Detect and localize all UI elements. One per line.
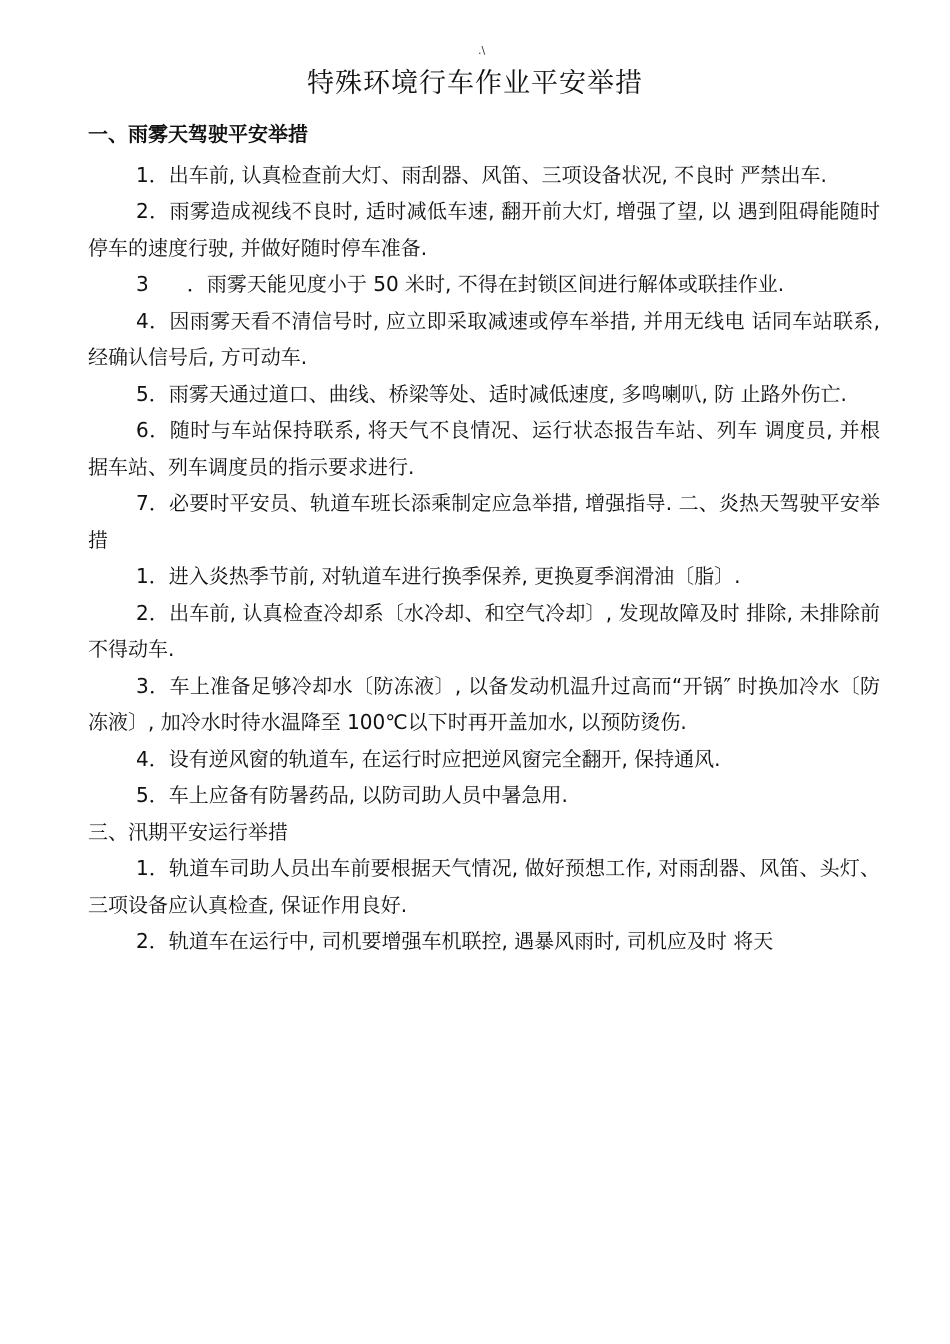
document-title: 特殊环境行车作业平安举措: [307, 68, 643, 99]
header-mark: .\: [478, 44, 486, 57]
paragraph: 7．必要时平安员、轨道车班长添乘制定应急举措, 增强指导. 二、炎热天驾驶平安举措: [88, 491, 880, 552]
paragraph: 2．雨雾造成视线不良时, 适时减低车速, 翻开前大灯, 增强了望, 以 遇到阻碍能随时停车的速度行驶, 并做好随时停车准备.: [88, 199, 880, 260]
paragraph: 1．进入炎热季节前, 对轨道车进行换季保养, 更换夏季润滑油〔脂〕.: [136, 564, 741, 588]
document-body: [88, 116, 880, 960]
paragraph: 1．轨道车司助人员出车前要根据天气情况, 做好预想工作, 对雨刮器、风笛、头灯、三项设备应认真检查, 保证作用良好.: [88, 856, 880, 917]
paragraph: 6．随时与车站保持联系, 将天气不良情况、运行状态报告车站、列车 调度员, 并根据车站、列车调度员的指示要求进行.: [88, 418, 880, 479]
paragraph: 4．设有逆风窗的轨道车, 在运行时应把逆风窗完全翻开, 保持通风.: [136, 746, 721, 771]
paragraph: 4．因雨雾天看不清信号时, 应立即采取减速或停车举措, 并用无线电 话同车站联系, 经确认信号后, 方可动车.: [88, 308, 880, 369]
paragraph: 3 ．雨雾天能见度小于 50 米时, 不得在封锁区间进行解体或联挂作业.: [136, 272, 785, 296]
paragraph: 2．出车前, 认真检查冷却系〔水冷却、和空气冷却〕, 发现故障及时 排除, 未排除前不得动车.: [88, 600, 880, 661]
section-heading-3: 三、汛期平安运行举措: [88, 819, 288, 844]
paragraph: 5．车上应备有防暑药品, 以防司助人员中暑急用.: [136, 783, 568, 807]
paragraph: 1．出车前, 认真检查前大灯、雨刮器、风笛、三项设备状况, 不良时 严禁出车.: [136, 162, 827, 187]
paragraph: 5．雨雾天通过道口、曲线、桥梁等处、适时减低速度, 多鸣喇叭, 防 止路外伤亡.: [136, 381, 847, 406]
paragraph: 3．车上准备足够冷却水〔防冻液〕, 以备发动机温升过高而“开锅″ 时换加冷水〔防冻液〕, 加冷水时待水温降至 100℃以下时再开盖加水, 以预防烫伤.: [88, 673, 880, 734]
paragraph: 2．轨道车在运行中, 司机要增强车机联控, 遇暴风雨时, 司机应及时 将天: [136, 929, 774, 953]
section-heading-1: 一、雨雾天驾驶平安举措: [88, 122, 308, 146]
